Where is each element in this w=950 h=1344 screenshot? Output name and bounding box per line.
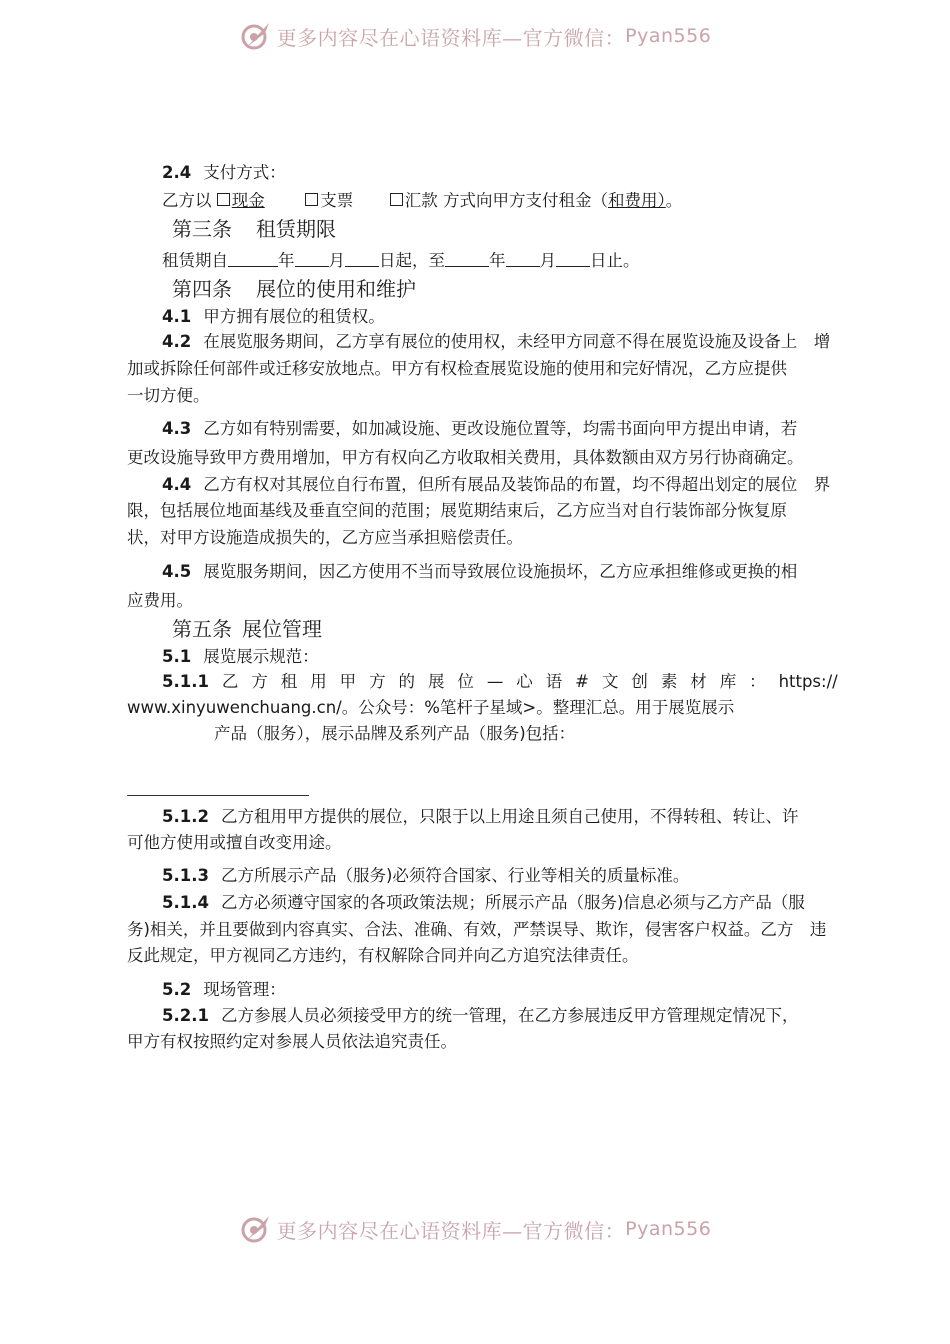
- article-3-heading: 第三条 租赁期限: [172, 217, 336, 241]
- article-5-heading: 第五条 展位管理: [172, 617, 322, 641]
- clause-4-5-line2: 应费用。: [127, 591, 193, 610]
- cheque-checkbox[interactable]: [305, 193, 318, 206]
- cash-checkbox[interactable]: [217, 193, 230, 206]
- quill-seal-icon: [239, 1212, 273, 1246]
- clause-5-1-1-line3: 产品（服务），展示品牌及系列产品（服务)包括：: [214, 724, 576, 743]
- banner-text: 更多内容尽在心语资料库—官方微信：: [276, 1218, 626, 1243]
- clause-4-2-line3: 一切方便。: [127, 386, 210, 405]
- banner-handle: Pyan556: [625, 25, 712, 47]
- watermark-banner-top: [0, 16, 950, 56]
- payment-line: 乙方以 现金 支票 汇款 方式向甲方支付租金（和费用）。: [162, 191, 683, 210]
- clause-4-2-line2: 加或拆除任何部件或迁移安放地点。甲方有权检查展览设施的使用和完好情况，乙方应提供: [127, 359, 787, 378]
- clause-5-1-2-line1: 5.1.2 乙方租用甲方提供的展位，只限于以上用途且须自己使用，不得转租、转让、许: [162, 807, 799, 826]
- clause-4-4-line2: 限，包括展位地面基线及垂直空间的范围；展览期结束后，乙方应当对自行装饰部分恢复原: [127, 501, 787, 520]
- clause-4-3-line2: 更改设施导致甲方费用增加，甲方有权向乙方收取相关费用，具体数额由双方另行协商确定。: [127, 448, 804, 467]
- clause-4-5-line1: 4.5 展览服务期间，因乙方使用不当而导致展位设施损坏，乙方应承担维修或更换的相: [162, 562, 798, 581]
- clause-4-2-line1: 4.2 在展览服务期间，乙方享有展位的使用权，未经甲方同意不得在展览设施及设备上 增: [162, 332, 831, 351]
- clause-5-2: 5.2 现场管理：: [162, 980, 286, 999]
- clause-5-1-2-line2: 可他方使用或擅自改变用途。: [127, 833, 342, 852]
- footnote-divider: [127, 795, 309, 796]
- clause-4-3-line1: 4.3 乙方如有特别需要，如加减设施、更改设施位置等，均需书面向甲方提出申请，若: [162, 419, 798, 438]
- clause-4-4-line1: 4.4 乙方有权对其展位自行布置，但所有展品及装饰品的布置，均不得超出划定的展位 界: [162, 475, 831, 494]
- clause-5-1-4-line1: 5.1.4 乙方必须遵守国家的各项政策法规；所展示产品（服务)信息必须与乙方产品（服: [162, 893, 805, 912]
- clause-5-1-3: 5.1.3 乙方所展示产品（服务)必须符合国家、行业等相关的质量标准。: [162, 866, 690, 885]
- clause-5-1: 5.1 展览展示规范：: [162, 647, 319, 666]
- watermark-banner-bottom: [0, 1209, 950, 1249]
- clause-4-1: 4.1 甲方拥有展位的租赁权。: [162, 307, 385, 326]
- clause-5-1-1-line2: www.xinyuwenchuang.cn/。公众号：%笔杆子星域>。整理汇总。用于展览展示: [127, 698, 735, 717]
- quill-seal-icon: [239, 19, 273, 53]
- lease-period-line: 租赁期自 年 月 日起，至 年 月 日止。: [162, 251, 640, 270]
- transfer-checkbox[interactable]: [390, 193, 403, 206]
- banner-handle: Pyan556: [625, 1218, 712, 1240]
- clause-5-2-1-line1: 5.2.1 乙方参展人员必须接受甲方的统一管理，在乙方参展违反甲方管理规定情况下，: [162, 1006, 799, 1025]
- clause-5-2-1-line2: 甲方有权按照约定对参展人员依法追究责任。: [127, 1032, 457, 1051]
- banner-text: 更多内容尽在心语资料库—官方微信：: [276, 25, 626, 50]
- clause-5-1-4-line2: 务)相关，并且要做到内容真实、合法、准确、有效，严禁误导、欺诈，侵害客户权益。乙方 违: [127, 920, 827, 939]
- clause-5-1-1-line1: 5.1.1 乙 方 租 用 甲 方 的 展 位 — 心 语 # 文 创 素 材 库 ： https://: [162, 672, 838, 691]
- clause-2-4: 2.4 支付方式：: [162, 163, 286, 182]
- clause-5-1-4-line3: 反此规定，甲方视同乙方违约，有权解除合同并向乙方追究法律责任。: [127, 946, 639, 965]
- article-4-heading: 第四条 展位的使用和维护: [172, 277, 416, 301]
- clause-4-4-line3: 状，对甲方设施造成损失的，乙方应当承担赔偿责任。: [127, 528, 523, 547]
